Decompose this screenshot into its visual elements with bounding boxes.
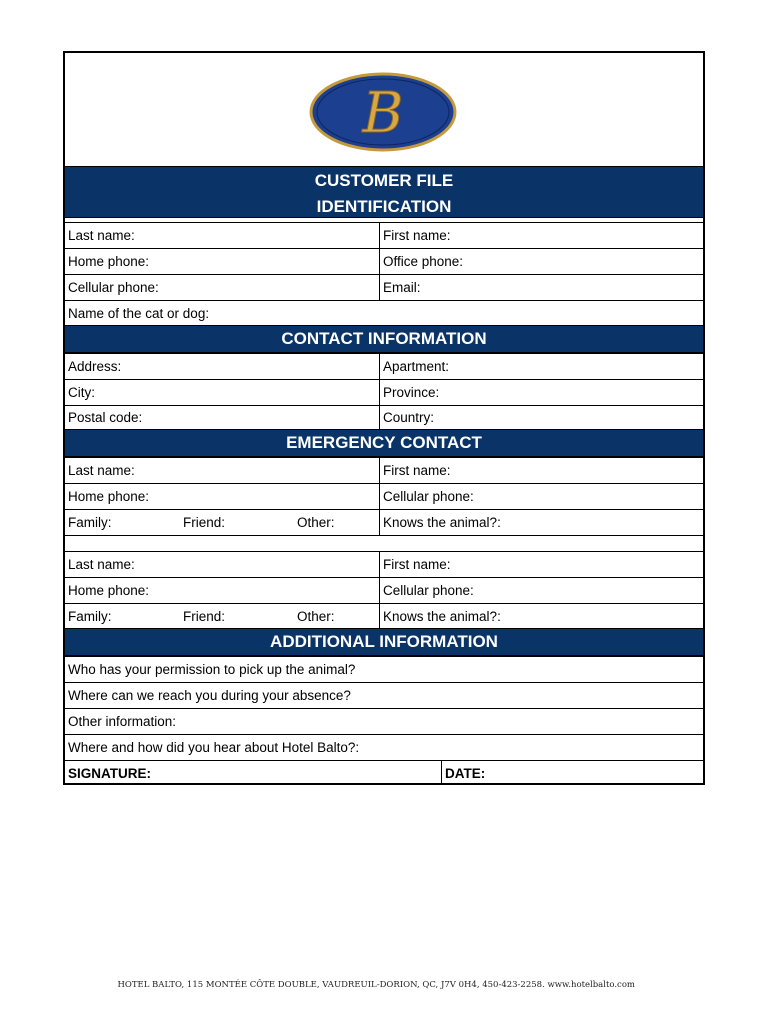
emergency-1-other-field[interactable]: Other: xyxy=(297,515,335,530)
emergency-1-family-field[interactable]: Family: xyxy=(68,515,112,530)
emergency-contact-title: EMERGENCY CONTACT xyxy=(286,433,482,452)
country-field[interactable]: Country: xyxy=(379,406,434,429)
date-field[interactable]: DATE: xyxy=(441,761,485,785)
customer-file-form xyxy=(63,51,705,785)
reach-during-absence-field[interactable]: Where can we reach you during your absence? xyxy=(68,688,351,703)
emergency-1-names xyxy=(65,457,703,483)
contact-information-header xyxy=(65,325,703,353)
email-field[interactable]: Email: xyxy=(379,275,421,300)
row-names xyxy=(65,222,703,248)
emergency-1-knows-animal-field[interactable]: Knows the animal?: xyxy=(379,510,501,535)
emergency-2-cellular-phone-field[interactable]: Cellular phone: xyxy=(379,578,474,603)
emergency-contact-header xyxy=(65,429,703,457)
row-address xyxy=(65,353,703,379)
postal-code-field[interactable]: Postal code: xyxy=(68,410,143,425)
emergency-2-first-name-field[interactable]: First name: xyxy=(379,552,451,577)
customer-file-header xyxy=(65,166,703,218)
emergency-1-first-name-field[interactable]: First name: xyxy=(379,458,451,483)
last-name-field[interactable]: Last name: xyxy=(68,228,135,243)
cellular-phone-field[interactable]: Cellular phone: xyxy=(68,280,159,295)
emergency-2-names xyxy=(65,551,703,577)
home-phone-field[interactable]: Home phone: xyxy=(68,254,150,269)
signature-field[interactable]: SIGNATURE: xyxy=(68,765,151,781)
row-absence xyxy=(65,682,703,708)
province-field[interactable]: Province: xyxy=(379,380,439,405)
header-line-1: CUSTOMER FILE xyxy=(314,171,454,190)
emergency-1-home-phone-field[interactable]: Home phone: xyxy=(68,489,150,504)
emergency-2-phones xyxy=(65,577,703,603)
other-information-field[interactable]: Other information: xyxy=(68,714,177,729)
row-pet-name xyxy=(65,300,703,325)
emergency-2-last-name-field[interactable]: Last name: xyxy=(68,557,135,572)
header-line-2: IDENTIFICATION xyxy=(316,197,452,216)
row-postal xyxy=(65,405,703,429)
emergency-1-phones xyxy=(65,483,703,509)
hotel-balto-logo xyxy=(309,72,457,152)
footer-address: HOTEL BALTO, 115 MONTÉE CÔTE DOUBLE, VAUDREUIL-DORION, QC, J7V 0H4, 450-423-2258. www.hotelbalto.com xyxy=(117,980,635,990)
logo-area xyxy=(65,53,703,166)
contact-information-title: CONTACT INFORMATION xyxy=(281,329,487,348)
emergency-1-friend-field[interactable]: Friend: xyxy=(183,515,226,530)
emergency-2-other-field[interactable]: Other: xyxy=(297,608,335,624)
row-signature xyxy=(65,760,703,785)
first-name-field[interactable]: First name: xyxy=(379,223,451,248)
emergency-2-knows-animal-field[interactable]: Knows the animal?: xyxy=(379,604,501,628)
emergency-2-family-field[interactable]: Family: xyxy=(68,608,112,624)
row-phones xyxy=(65,248,703,274)
emergency-1-relation xyxy=(65,509,703,535)
pet-name-field[interactable]: Name of the cat or dog: xyxy=(68,305,210,321)
emergency-1-cellular-phone-field[interactable]: Cellular phone: xyxy=(379,484,474,509)
additional-information-header xyxy=(65,628,703,656)
emergency-2-home-phone-field[interactable]: Home phone: xyxy=(68,583,150,598)
svg-text:B: B xyxy=(362,81,404,146)
row-city xyxy=(65,379,703,405)
apartment-field[interactable]: Apartment: xyxy=(379,354,449,379)
row-other-info xyxy=(65,708,703,734)
pickup-permission-field[interactable]: Who has your permission to pick up the animal? xyxy=(68,662,356,677)
additional-information-title: ADDITIONAL INFORMATION xyxy=(270,632,498,651)
emergency-1-last-name-field[interactable]: Last name: xyxy=(68,463,135,478)
heard-about-field[interactable]: Where and how did you hear about Hotel Balto?: xyxy=(68,740,360,755)
emergency-separator xyxy=(65,535,703,551)
row-pickup xyxy=(65,656,703,682)
city-field[interactable]: City: xyxy=(68,385,95,400)
row-cell-email xyxy=(65,274,703,300)
emergency-2-friend-field[interactable]: Friend: xyxy=(183,608,226,624)
office-phone-field[interactable]: Office phone: xyxy=(379,249,463,274)
emergency-2-relation xyxy=(65,603,703,628)
address-field[interactable]: Address: xyxy=(68,359,122,374)
row-heard-about xyxy=(65,734,703,760)
